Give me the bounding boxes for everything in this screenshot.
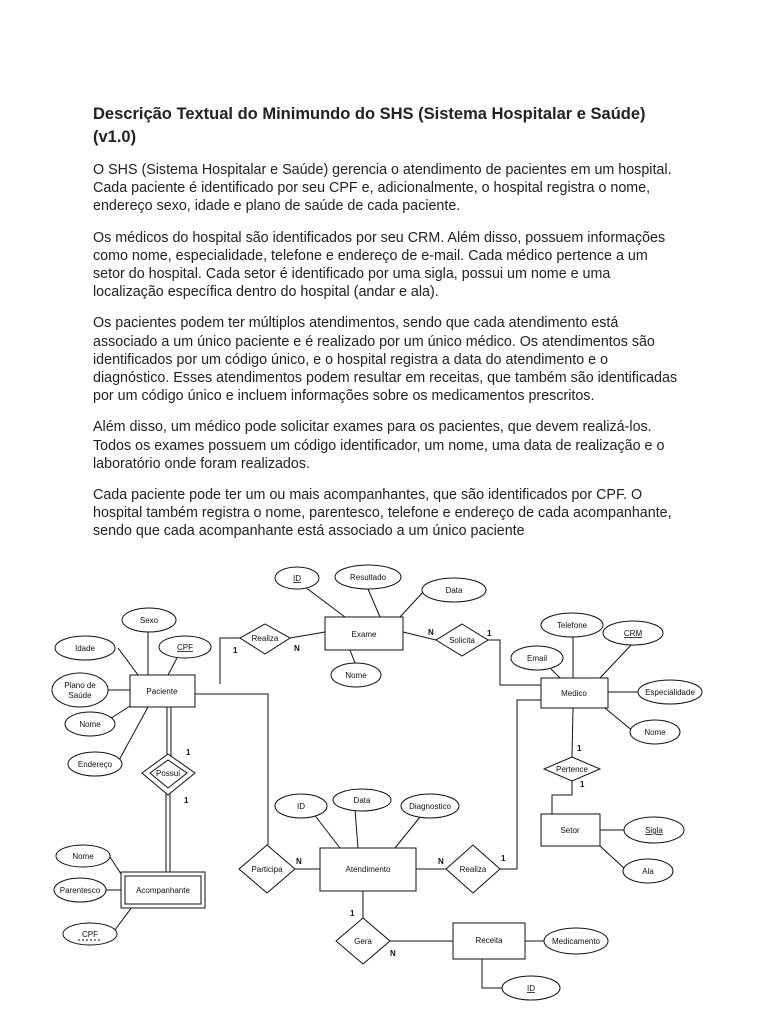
attribute-acompanhante-parentesco	[54, 878, 106, 902]
attribute-atendimento-diagnostico	[401, 794, 459, 818]
attribute-paciente-nome	[65, 712, 115, 736]
card-realiza-exame-paciente: 1	[233, 646, 238, 655]
attribute-exame-resultado	[335, 565, 401, 589]
attribute-exame-resultado-label: Resultado	[349, 573, 387, 583]
relationship-realiza-atendimento	[446, 845, 500, 893]
attribute-setor-sigla-label: Sigla	[645, 826, 663, 836]
entity-paciente	[130, 675, 195, 707]
card-possui-acompanhante: 1	[184, 796, 189, 805]
attribute-paciente-plano-saude	[52, 673, 108, 707]
attribute-acompanhante-nome	[56, 845, 110, 867]
attribute-paciente-sexo	[122, 608, 176, 632]
attribute-paciente-endereco	[68, 752, 122, 776]
attribute-medico-crm-label: CRM	[623, 629, 643, 639]
relationship-possui-label: Possui	[155, 769, 181, 779]
card-gera-atendimento: 1	[350, 909, 355, 918]
attribute-exame-data	[422, 578, 486, 602]
card-realiza-atendimento-medico: 1	[501, 854, 506, 863]
relationship-solicita-label: Solicita	[449, 636, 475, 646]
entity-setor-label: Setor	[560, 826, 580, 836]
attribute-receita-id	[502, 976, 560, 1000]
relationship-realiza-atendimento-label: Realiza	[459, 865, 487, 875]
relationship-gera-label: Gera	[354, 937, 372, 947]
relationship-realiza-exame-label: Realiza	[251, 634, 279, 644]
attribute-paciente-endereco-label: Endereço	[77, 760, 113, 770]
attribute-paciente-idade-label: Idade	[74, 644, 96, 654]
attribute-atendimento-data	[333, 789, 391, 811]
attribute-paciente-idade	[55, 636, 115, 660]
entity-acompanhante	[121, 872, 205, 908]
attribute-receita-medicamento-label: Medicamento	[551, 937, 601, 947]
entity-receita-label: Receita	[475, 936, 503, 946]
relationship-participa-label: Participa	[251, 865, 283, 875]
attribute-paciente-cpf-label: CPF	[177, 643, 193, 653]
attribute-paciente-plano-line1: Plano de	[64, 681, 96, 691]
attribute-paciente-plano-line2: Saúde	[68, 691, 92, 701]
entity-medico-label: Medico	[561, 689, 587, 699]
card-pertence-medico: 1	[577, 744, 582, 753]
card-solicita-exame: N	[428, 628, 434, 637]
attribute-medico-telefone-label: Telefone	[556, 621, 588, 631]
entity-atendimento-label: Atendimento	[345, 865, 391, 875]
attribute-medico-telefone	[541, 613, 603, 637]
paragraph-exames: Além disso, um médico pode solicitar exames para os pacientes, que devem realizá-los. Todos os exames possuem um código identificador, um nome, uma data de realização e o laboratório onde foram realizados.	[93, 419, 665, 472]
card-realiza-atendimento-atendimento: N	[438, 857, 444, 866]
card-possui-paciente: 1	[186, 748, 191, 757]
attribute-medico-nome	[630, 720, 680, 744]
card-gera-receita: N	[390, 949, 396, 958]
attribute-exame-nome-label: Nome	[345, 671, 367, 681]
attribute-atendimento-data-label: Data	[353, 796, 371, 806]
relationship-realiza-exame	[240, 624, 290, 654]
attribute-exame-id-label: ID	[293, 574, 301, 584]
attribute-exame-data-label: Data	[445, 586, 463, 596]
entity-exame-label: Exame	[351, 630, 377, 640]
attribute-medico-especialidade-label: Especialidade	[645, 688, 695, 698]
relationship-possui	[142, 754, 195, 795]
attribute-setor-sigla	[624, 817, 684, 843]
relationship-pertence	[544, 757, 600, 781]
attribute-acompanhante-parentesco-label: Parentesco	[59, 886, 101, 896]
card-realiza-exame-exame: N	[294, 644, 300, 653]
attribute-exame-id	[275, 567, 319, 589]
attribute-receita-id-label: ID	[527, 984, 535, 994]
attribute-atendimento-id	[275, 794, 327, 818]
attribute-medico-email-label: Email	[526, 654, 548, 664]
attribute-paciente-sexo-label: Sexo	[139, 616, 159, 626]
attribute-medico-email	[511, 646, 563, 670]
attribute-atendimento-diagnostico-label: Diagnostico	[409, 802, 451, 812]
attribute-paciente-nome-label: Nome	[79, 720, 101, 730]
entity-medico	[541, 678, 608, 708]
entity-acompanhante-label: Acompanhante	[136, 886, 190, 896]
card-participa-atendimento: N	[296, 857, 302, 866]
paragraph-pacientes: O SHS (Sistema Hospitalar e Saúde) gerencia o atendimento de pacientes em um hospital. Cada paciente é identificado por seu CPF e, adicionalmente, o hospital registra o nome, endereço sexo, idade e plano de saúde de cada paciente.	[93, 162, 672, 215]
card-solicita-medico: 1	[487, 629, 492, 638]
attribute-exame-nome	[331, 663, 381, 687]
attribute-atendimento-id-label: ID	[297, 802, 305, 812]
paragraph-medicos: Os médicos do hospital são identificados por seu CRM. Além disso, possuem informações como nome, especialidade, telefone e endereço de e-mail. Cada médico pertence a um setor do hospital. Cada setor é identificado por uma sigla, possui um nome e uma localização específica dentro do hospital (andar e ala).	[93, 229, 666, 301]
paragraph-atendimentos: Os pacientes podem ter múltiplos atendimentos, sendo que cada atendimento está associado a um único paciente e é realizado por um único médico. Os atendimentos são identificados por um código único, e o hospital registra a data do atendimento e o diagnóstico. Esses atendimentos podem resultar em receitas, que também são identificadas por um código único e incluem informações sobre os medicamentos prescritos.	[93, 315, 678, 405]
attribute-medico-especialidade	[638, 680, 702, 704]
entity-setor	[541, 814, 600, 846]
attribute-medico-crm	[603, 621, 663, 645]
paragraph-acompanhantes: Cada paciente pode ter um ou mais acompanhantes, que são identificados por CPF. O hospital também registra o nome, parentesco, telefone e endereço de cada acompanhante, sendo que cada acompanhante está associado a um único paciente	[93, 487, 672, 540]
relationship-gera	[336, 918, 390, 964]
entity-receita	[453, 923, 525, 959]
attribute-receita-medicamento	[544, 928, 608, 954]
attribute-setor-ala	[623, 859, 673, 883]
attribute-acompanhante-nome-label: Nome	[72, 852, 94, 862]
document-title: Descrição Textual do Minimundo do SHS (Sistema Hospitalar e Saúde) (v1.0)	[93, 105, 646, 146]
attribute-paciente-cpf	[159, 636, 211, 658]
attribute-acompanhante-cpf-label: CPF	[82, 930, 98, 940]
attribute-acompanhante-cpf	[63, 923, 117, 945]
entity-exame	[325, 617, 403, 650]
relationship-solicita	[436, 624, 488, 656]
attribute-medico-nome-label: Nome	[644, 728, 666, 738]
card-pertence-setor: 1	[580, 780, 585, 789]
relationship-pertence-label: Pertence	[555, 765, 589, 775]
attribute-setor-ala-label: Ala	[642, 867, 654, 877]
entity-paciente-label: Paciente	[146, 687, 178, 697]
relationship-participa	[239, 845, 295, 893]
entity-atendimento	[320, 848, 416, 891]
